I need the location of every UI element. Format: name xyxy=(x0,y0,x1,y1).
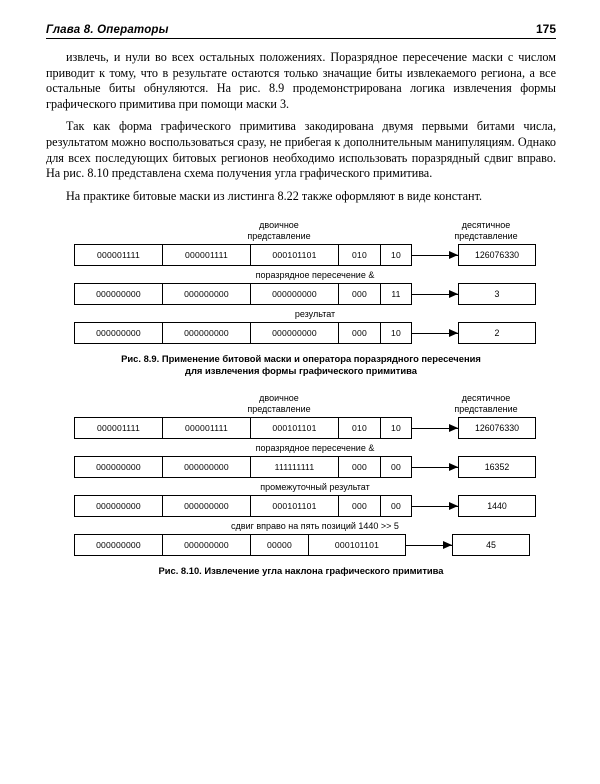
figure1-caption: Рис. 8.9. Применение битовой маски и оператора поразрядного пересечения для извлечения формы графического примитива xyxy=(121,353,481,377)
figure2-row-2 xyxy=(74,456,556,478)
paragraph-1: извлечь, и нули во всех остальных положениях. Поразрядное пересечение маски с числом приводит к тому, что в результате остаются только значащие биты извлекаемого региона, а все остальные биты обнуляются. На рис. 8.9 продемонстрирована логика извлечения формы графического примитива при помощи маски 3. xyxy=(46,50,556,111)
arrow-icon xyxy=(412,244,458,266)
figure2-decimal-header: десятичное представление xyxy=(454,393,518,414)
figure1-row3-label: результат xyxy=(294,309,336,320)
bit-cell: 00 xyxy=(391,501,401,512)
arrow-icon xyxy=(406,534,452,556)
bit-cell: 000000000 xyxy=(163,284,251,304)
figure1-binary-header: двоичное представление xyxy=(247,220,311,241)
figure2-row-3 xyxy=(74,495,556,517)
figure1-row3-result: 2 xyxy=(458,322,536,344)
figure-8-9 xyxy=(46,220,556,377)
bit-cell: 10 xyxy=(391,250,401,261)
bit-cell: 000000000 xyxy=(75,323,163,343)
arrow-icon xyxy=(412,495,458,517)
arrow-icon xyxy=(412,417,458,439)
bit-cell: 000 xyxy=(339,323,381,343)
figure2-row1-result: 126076330 xyxy=(458,417,536,439)
figure2-row3-boxes xyxy=(74,495,412,517)
bit-cell: 000001111 xyxy=(163,245,251,265)
bit-cell: 000001111 xyxy=(163,418,251,438)
paragraph-3: На практике битовые маски из листинга 8.22 также оформляют в виде констант. xyxy=(66,188,483,203)
bit-cell: 000101101 xyxy=(334,540,380,551)
figure2-row1-boxes xyxy=(74,417,412,439)
figure2-row4-label: сдвиг вправо на пять позиций 1440 >> 5 xyxy=(231,521,399,532)
bit-cell: 000101101 xyxy=(251,496,339,516)
figure1-row3-boxes xyxy=(74,322,412,344)
figure2-row2-boxes xyxy=(74,456,412,478)
figure1-decimal-header: десятичное представление xyxy=(454,220,518,241)
bit-cell: 000000000 xyxy=(75,457,163,477)
figure-8-10 xyxy=(46,393,556,577)
bit-cell: 00000 xyxy=(251,535,309,555)
bit-cell: 000 xyxy=(339,496,381,516)
figure1-row-3 xyxy=(74,322,556,344)
figure1-row2-boxes xyxy=(74,283,412,305)
paragraph-2: Так как форма графического примитива закодирована двумя первыми битами числа, результатом можно воспользоваться сразу, не прибегая к дополнительным манипуляциям. Однако для всех последующих битовых регионов необходимо использовать поразрядный сдвиг вправо. На рис. 8.10 представлена схема получения угла графического примитива. xyxy=(46,119,556,181)
figure2-row3-label: промежуточный результат xyxy=(260,482,370,493)
figure2-row2-label: поразрядное пересечение & xyxy=(255,443,375,454)
chapter-title: Глава 8. Операторы xyxy=(46,24,169,36)
page-header xyxy=(46,22,556,38)
bit-cell: 10 xyxy=(391,328,401,339)
figure1-row-1 xyxy=(74,244,556,266)
figure1-row2-label: поразрядное пересечение & xyxy=(255,270,375,281)
bit-cell: 000000000 xyxy=(163,457,251,477)
bit-cell: 000 xyxy=(339,457,381,477)
figure1-column-headers xyxy=(74,220,556,244)
bit-cell: 000000000 xyxy=(75,535,163,555)
bit-cell: 000101101 xyxy=(251,245,339,265)
bit-cell: 000001111 xyxy=(75,245,163,265)
bit-cell: 000000000 xyxy=(251,284,339,304)
bit-cell: 00 xyxy=(391,462,401,473)
figure2-row2-result: 16352 xyxy=(458,456,536,478)
figure2-row-1 xyxy=(74,417,556,439)
header-divider xyxy=(46,38,556,39)
bit-cell: 000001111 xyxy=(75,418,163,438)
bit-cell: 11 xyxy=(391,289,401,300)
bit-cell: 010 xyxy=(339,418,381,438)
bit-cell: 000101101 xyxy=(251,418,339,438)
bit-cell: 000000000 xyxy=(251,323,339,343)
page-number: 175 xyxy=(535,22,556,36)
bit-cell: 000000000 xyxy=(163,323,251,343)
figure2-caption: Рис. 8.10. Извлечение угла наклона графического примитива xyxy=(158,565,444,577)
figure1-row1-boxes xyxy=(74,244,412,266)
figure2-row3-result: 1440 xyxy=(458,495,536,517)
bit-cell: 10 xyxy=(391,423,401,434)
bit-cell: 111111111 xyxy=(251,457,339,477)
bit-cell: 000000000 xyxy=(75,496,163,516)
arrow-icon xyxy=(412,322,458,344)
bit-cell: 010 xyxy=(339,245,381,265)
bit-cell: 000 xyxy=(339,284,381,304)
arrow-icon xyxy=(412,456,458,478)
figure2-row-4 xyxy=(74,534,556,556)
bit-cell: 000000000 xyxy=(75,284,163,304)
figure1-row2-result: 3 xyxy=(458,283,536,305)
bit-cell: 000000000 xyxy=(163,496,251,516)
bit-cell: 000000000 xyxy=(163,535,251,555)
figure2-binary-header: двоичное представление xyxy=(247,393,311,414)
figure2-row4-result: 45 xyxy=(452,534,530,556)
figure1-row-2 xyxy=(74,283,556,305)
figure2-column-headers xyxy=(74,393,556,417)
figure2-row4-boxes xyxy=(74,534,406,556)
figure1-row1-result: 126076330 xyxy=(458,244,536,266)
arrow-icon xyxy=(412,283,458,305)
